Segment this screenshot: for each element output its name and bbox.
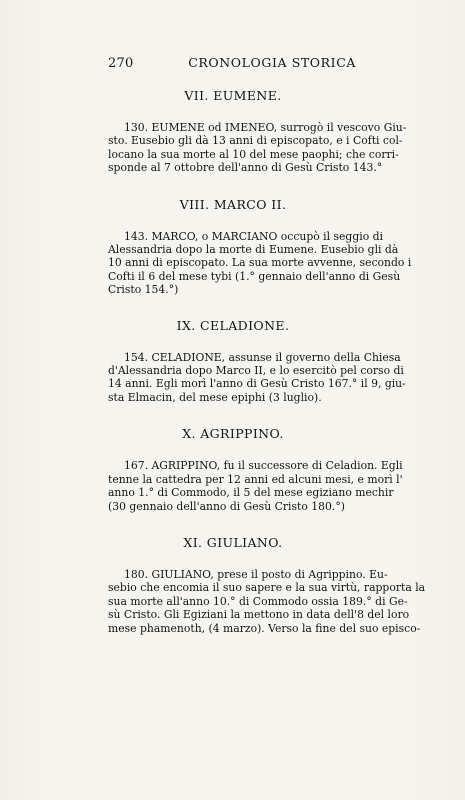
section-paragraph: [108, 350, 406, 405]
text-line: 180. GIULIANO, prese il posto di Agrippino. Eu-: [124, 567, 388, 581]
section-eumene: [108, 88, 407, 175]
text-line: sta Elmacin, del mese epiphi (3 luglio).: [108, 390, 322, 404]
section-giuliano: [108, 534, 426, 635]
text-line: (30 gennaio dell'anno di Gesù Cristo 180.°): [108, 499, 345, 513]
section-title: X. AGRIPPINO.: [182, 426, 284, 442]
text-line: tenne la cattedra per 12 anni ed alcuni mesi, e morì l': [108, 472, 403, 486]
section-marco-ii: [108, 196, 412, 297]
text-line: locano la sua morte al 10 del mese paophi; che corri-: [108, 147, 399, 161]
text-line: anno 1.° di Commodo, il 5 del mese egiziano mechir: [108, 486, 394, 500]
page-number: 270: [108, 56, 134, 71]
text-line: sua morte all'anno 10.° di Commodo ossia 189.° di Ge-: [108, 594, 408, 608]
section-paragraph: [108, 567, 426, 635]
section-paragraph: [108, 121, 407, 175]
section-celadione: [108, 317, 406, 405]
text-line: sebio che encomia il suo sapere e la sua virtù, rapporta la: [108, 581, 426, 595]
text-line: 14 anni. Egli morì l'anno di Gesù Cristo 167.° il 9, giu-: [108, 377, 406, 391]
page-header: [108, 55, 356, 75]
text-line: Cofti il 6 del mese tybi (1.° gennaio dell'anno di Gesù: [108, 269, 401, 283]
text-line: Alessandria dopo la morte di Eumene. Eusebio gli dà: [108, 243, 399, 257]
section-title: VII. EUMENE.: [184, 88, 282, 103]
text-line: d'Alessandria dopo Marco II, e lo esercitò pel corso di: [108, 364, 404, 378]
text-line: 154. CELADIONE, assunse il governo della Chiesa: [124, 350, 401, 364]
section-title: IX. CELADIONE.: [176, 317, 290, 333]
section-paragraph: [108, 229, 412, 297]
section-title: XI. GIULIANO.: [183, 534, 283, 550]
text-line: 143. MARCO, o MARCIANO occupò il seggio di: [124, 229, 383, 243]
text-line: mese phamenoth, (4 marzo). Verso la fine del suo episco-: [108, 621, 421, 635]
text-line: sù Cristo. Gli Egiziani la mettono in data dell'8 del loro: [108, 608, 410, 622]
page-body: [108, 85, 426, 635]
text-line: sto. Eusebio gli dà 13 anni di episcopato, e i Cofti col-: [108, 134, 403, 148]
text-line: sponde al 7 ottobre dell'anno di Gesù Cristo 143.°: [108, 161, 383, 175]
section-paragraph: [108, 459, 403, 513]
text-line: 130. EUMENE od IMENEO, surrogò il vescovo Giu-: [124, 121, 407, 134]
text-line: 167. AGRIPPINO, fu il successore di Celadion. Egli: [124, 459, 403, 473]
text-line: Cristo 154.°): [108, 283, 179, 297]
section-agrippino: [108, 426, 403, 513]
text-line: 10 anni di episcopato. La sua morte avvenne, secondo i: [108, 256, 412, 270]
section-title: VIII. MARCO II.: [179, 196, 287, 212]
running-title: CRONOLOGIA STORICA: [188, 55, 356, 70]
